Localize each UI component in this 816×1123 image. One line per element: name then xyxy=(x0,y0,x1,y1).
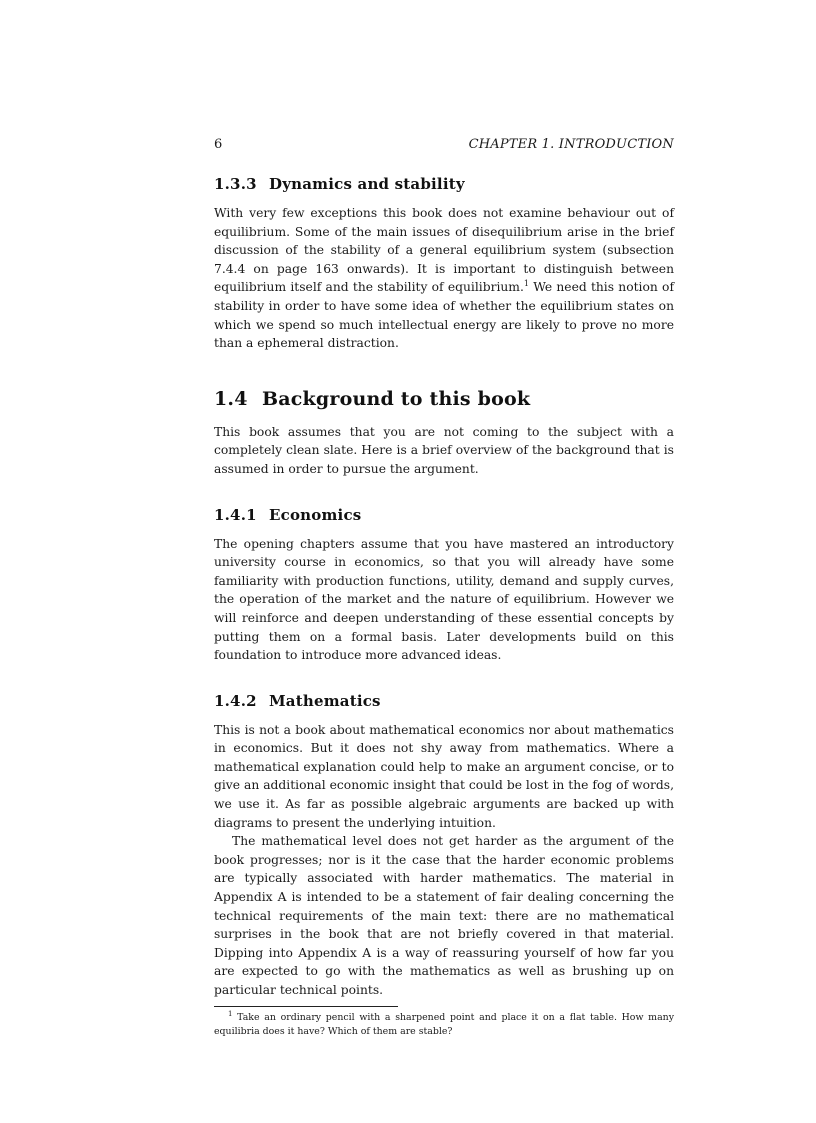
paragraph-background: This book assumes that you are not coming to the subject with a completely clean slate. Here is a brief overview of the background that is assumed in order to pursue the argument. xyxy=(214,424,674,476)
page-number: 6 xyxy=(214,137,223,152)
book-page xyxy=(214,0,674,1123)
page-body xyxy=(214,174,674,1039)
paragraph-mathematics-2: The mathematical level does not get harder as the argument of the book progresses; nor is it the case that the harder economic problems are typically associated with harder mathematics. The material in Appendix A is intended to be a statement of fair dealing concerning the technical requirements of the main text: there are no mathematical surprises in the book that are not briefly covered in that material. Dipping into Appendix A is a way of reassuring yourself of how far you are expected to go with the mathematics as well as brushing up on particular technical points. xyxy=(214,834,674,997)
section-title: Background to this book xyxy=(262,387,531,410)
section-heading-1-4 xyxy=(214,387,674,411)
paragraph-text: We need this notion of stability in order to have some idea of whether the equilibrium states on which we spend so much intellectual energy are likely to prove no more than a ephemeral distraction. xyxy=(214,280,674,351)
footnote-text: Take an ordinary pencil with a sharpened point and place it on a flat table. How many equilibria does it have? Which of them are stable? xyxy=(214,1011,674,1037)
footnote-divider xyxy=(214,1006,398,1007)
running-head xyxy=(214,137,674,155)
section-number: 1.4.2 xyxy=(214,691,257,710)
section-title: Economics xyxy=(269,505,362,524)
paragraph-mathematics-1: This is not a book about mathematical economics nor about mathematics in economics. But it does not shy away from mathematics. Where a mathematical explanation could help to make an argument concise, or to give an additional economic insight that could be lost in the fog of words, we use it. As far as possible algebraic arguments are backed up with diagrams to present the underlying intuition. xyxy=(214,722,674,830)
section-number: 1.4 xyxy=(214,387,248,410)
section-title: Mathematics xyxy=(269,691,381,710)
paragraph-economics: The opening chapters assume that you have mastered an introductory university course in economics, so that you will already have some familiarity with production functions, utility, demand and supply curves, the operation of the market and the nature of equilibrium. However we will reinforce and deepen understanding of these essential concepts by putting them on a formal basis. Later developments build on this foundation to introduce more advanced ideas. xyxy=(214,536,674,663)
section-heading-1-4-1 xyxy=(214,505,674,525)
paragraph-text: With very few exceptions this book does not examine behaviour out of equilibrium. Some of the main issues of disequilibrium arise in the brief discussion of the stability of a general equilibrium system (subsection 7.4.4 on page 163 onwards). It is important to distinguish between equilibrium itself and the stability of equilibrium. xyxy=(214,206,674,295)
section-heading-1-3-3 xyxy=(214,174,674,194)
section-number: 1.3.3 xyxy=(214,175,257,193)
footnote-reference: 1 xyxy=(523,279,529,289)
chapter-title: CHAPTER 1. INTRODUCTION xyxy=(468,137,674,152)
section-number: 1.4.1 xyxy=(214,505,257,524)
footnote xyxy=(214,1011,674,1039)
paragraph-dynamics xyxy=(214,204,674,353)
footnote-mark: 1 xyxy=(228,1009,233,1018)
section-title: Dynamics and stability xyxy=(269,175,465,193)
section-heading-1-4-2 xyxy=(214,691,674,711)
